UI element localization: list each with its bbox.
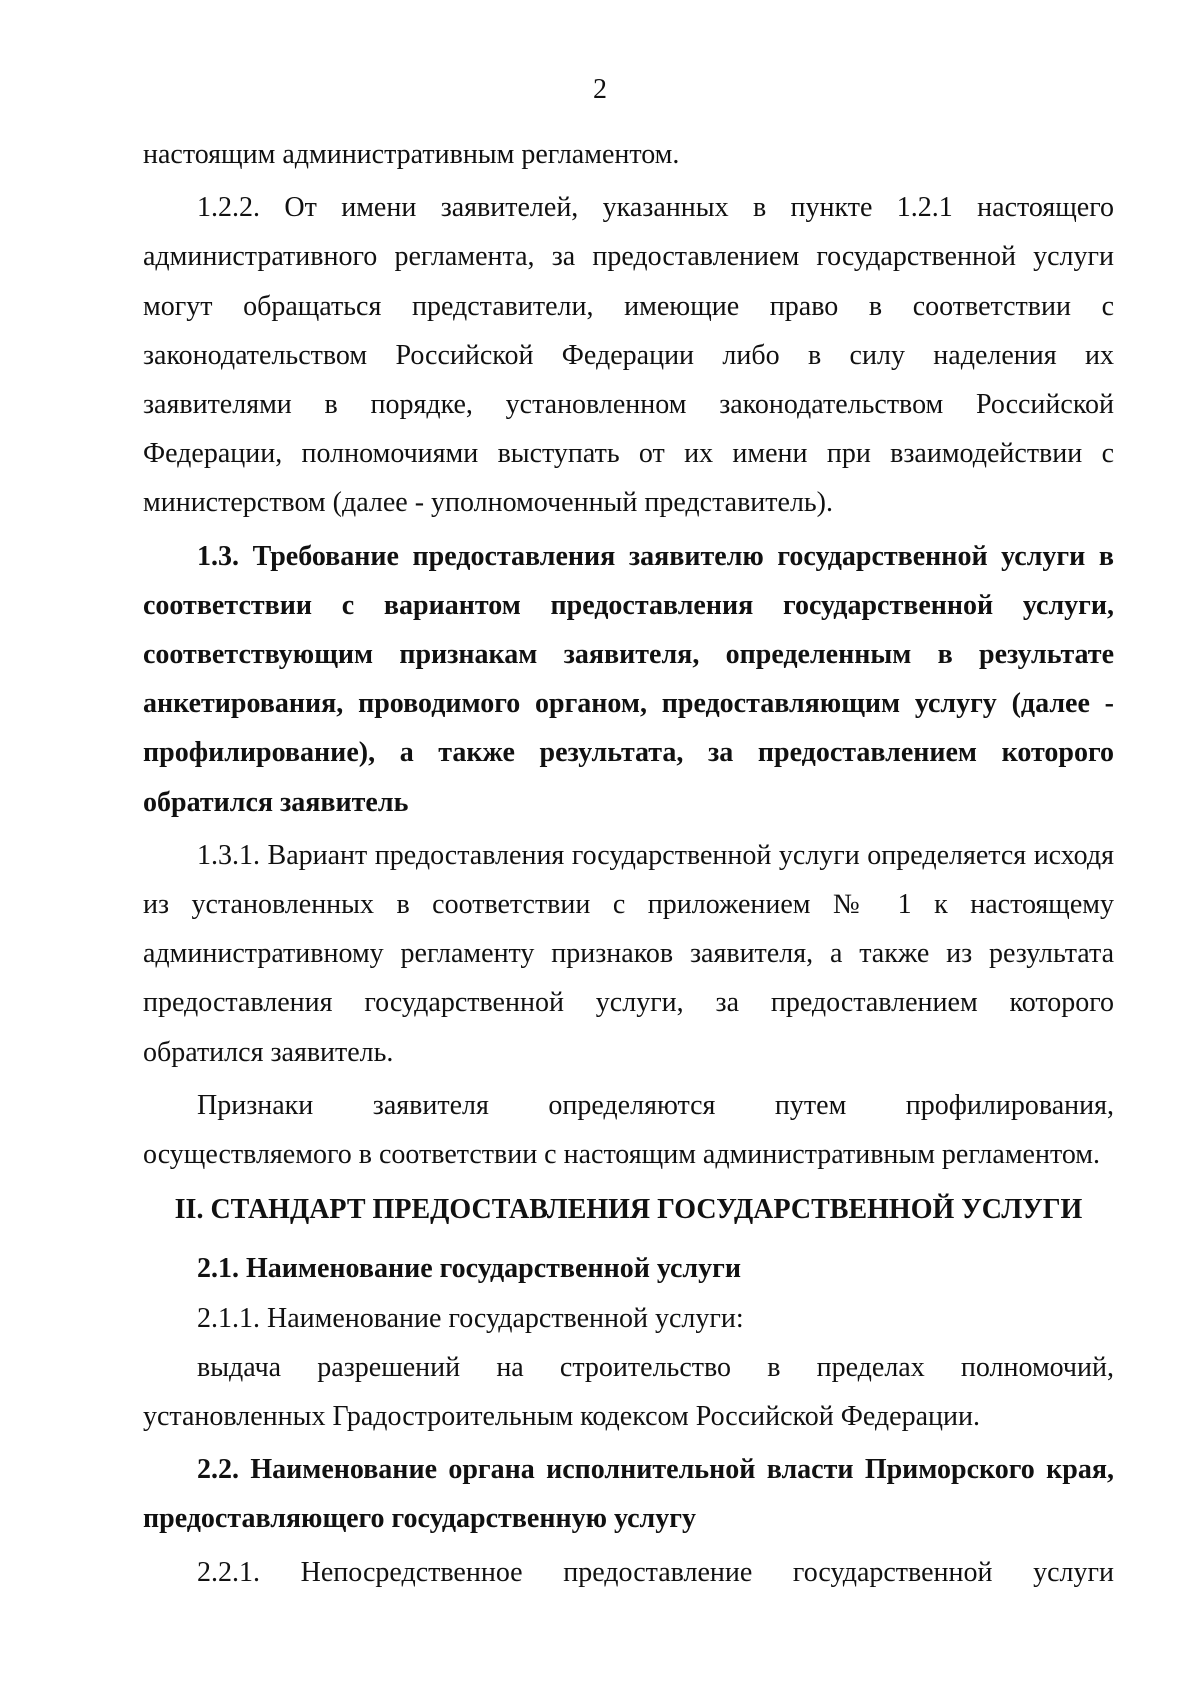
heading-2-1: 2.1. Наименование государственной услуги [197, 1253, 741, 1285]
paragraph-1-2-2: 1.2.2. От имени заявителей, указанных в пункте 1.2.1 настоящего административного регламента, за предоставлением государственной услуги могут обращаться представители, имеющие право в соответствии с законодательством Российской Федерации либо в силу наделения их заявителями в порядке, установленном законодательством Российской Федерации, полномочиями выступать от их имени при взаимодействии с министерством (далее - уполномоченный представитель). [143, 192, 1114, 519]
paragraph-1-3-1: 1.3.1. Вариант предоставления государственной услуги определяется исходя из установленных в соответствии с приложением № 1 к настоящему административному регламенту признаков заявителя, а также из результата предоставления государственной услуги, за предоставлением которого обратился заявитель. [143, 839, 1114, 1068]
paragraph-applicant-attributes: Признаки заявителя определяются путем профилирования, осуществляемого в соответствии с настоящим административным регламентом. [143, 1089, 1114, 1171]
document-body [143, 130, 1114, 1597]
paragraph-continuation: настоящим административным регламентом. [143, 139, 680, 170]
section-2-heading: II. СТАНДАРТ ПРЕДОСТАВЛЕНИЯ ГОСУДАРСТВЕННОЙ УСЛУГИ [174, 1194, 1083, 1226]
heading-2-2: 2.2. Наименование органа исполнительной власти Приморского края, предоставляющего государственную услугу [143, 1454, 1114, 1535]
heading-1-3: 1.3. Требование предоставления заявителю государственной услуги в соответствии с вариантом предоставления государственной услуги, соответствующим признакам заявителя, определенным в результате анкетирования, проводимого органом, предоставляющим услугу (далее - профилирование), а также результата, за предоставлением которого обратился заявитель [143, 540, 1114, 818]
page-number: 2 [593, 74, 607, 105]
paragraph-2-1-1: 2.1.1. Наименование государственной услуги: [197, 1302, 744, 1334]
paragraph-service-name: выдача разрешений на строительство в пределах полномочий, установленных Градостроительным кодексом Российской Федерации. [143, 1351, 1114, 1433]
paragraph-2-2-1: 2.2.1. Непосредственное предоставление государственной услуги [197, 1556, 1114, 1588]
